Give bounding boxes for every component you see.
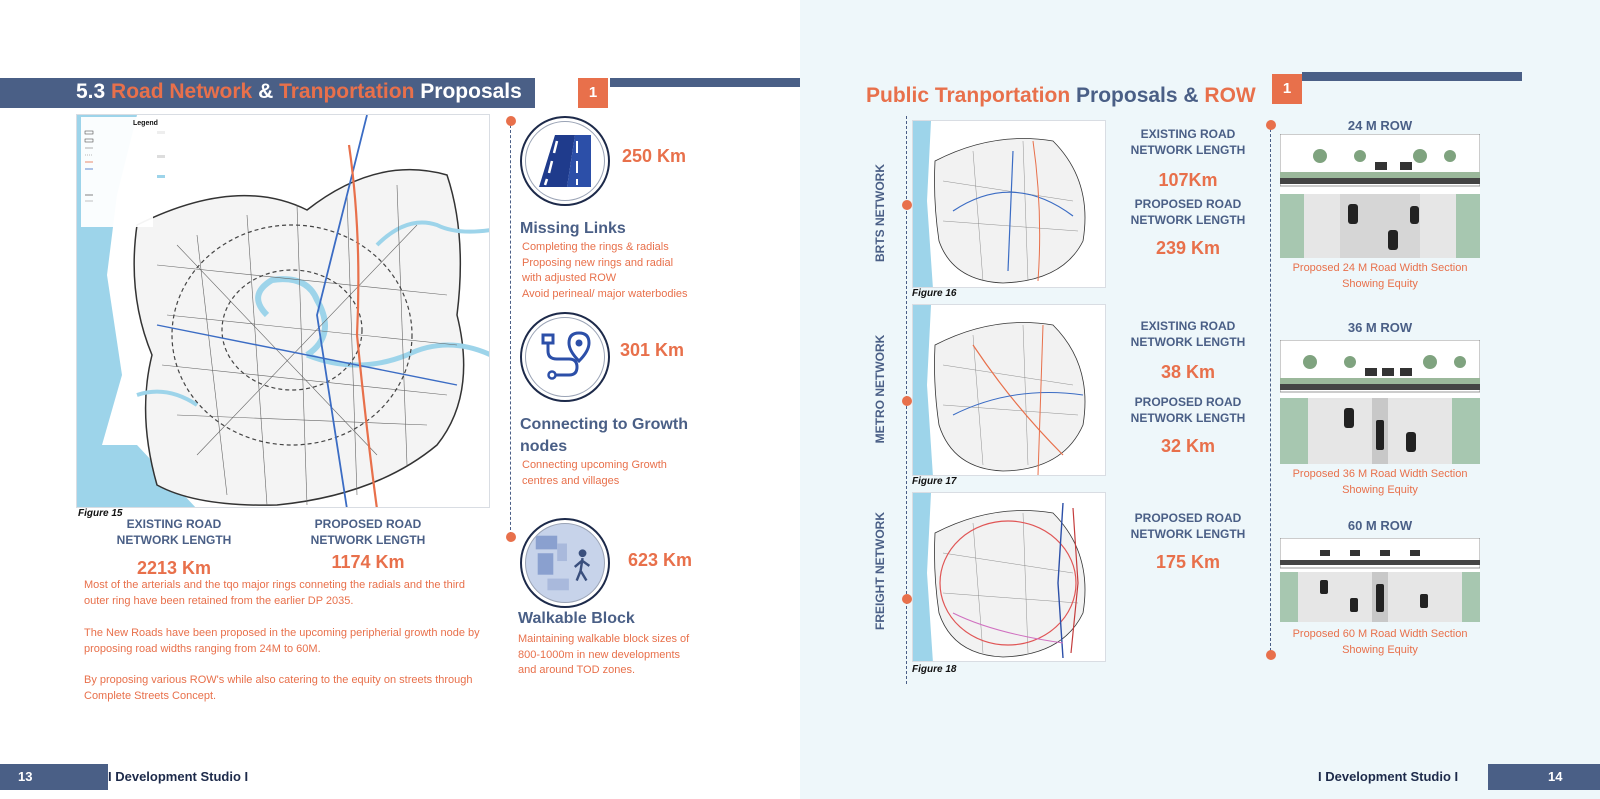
section-badge: 1 bbox=[1272, 74, 1302, 104]
proposed-length-label: PROPOSED ROAD NETWORK LENGTH bbox=[310, 517, 426, 547]
row-36m-section bbox=[1280, 340, 1480, 464]
missing-links-km: 250 Km bbox=[622, 146, 687, 166]
walkable-block-icon-circle bbox=[520, 518, 610, 608]
freight-proposed-label: PROPOSED ROAD NETWORK LENGTH bbox=[1130, 511, 1246, 541]
growth-nodes-icon-circle bbox=[520, 312, 610, 402]
figure-18-caption: Figure 18 bbox=[912, 664, 957, 675]
walkable-block-km: 623 Km bbox=[628, 550, 693, 570]
brts-network-map bbox=[912, 120, 1106, 288]
row-60m-heading: 60 M ROW bbox=[1347, 518, 1413, 533]
road-icon bbox=[535, 131, 595, 191]
brts-proposed-value: 239 Km bbox=[1155, 238, 1221, 258]
row-24m-heading: 24 M ROW bbox=[1347, 118, 1413, 133]
row-36m-caption: Proposed 36 M Road Width Section Showing Equity bbox=[1292, 468, 1468, 496]
timeline-dot bbox=[506, 116, 516, 126]
timeline-dot bbox=[902, 396, 912, 406]
paragraph-new-roads: The New Roads have been proposed in the upcoming peripherial growth node by proposing road widths ranging from 24M to 60M. bbox=[84, 627, 480, 655]
timeline-dot bbox=[902, 200, 912, 210]
brts-existing-label: EXISTING ROAD NETWORK LENGTH bbox=[1130, 127, 1246, 157]
walkable-block-body: Maintaining walkable block sizes of 800-1000m in new developments and around TOD zones. bbox=[518, 633, 690, 676]
freight-proposed-value: 175 Km bbox=[1155, 552, 1221, 572]
timeline-dot bbox=[902, 594, 912, 604]
row-24m-section bbox=[1280, 134, 1480, 258]
metro-existing-value: 38 Km bbox=[1160, 362, 1216, 382]
page-title: 5.3 Road Network & Tranportation Proposals bbox=[76, 80, 522, 103]
section-number: 5.3 bbox=[76, 80, 106, 103]
row-timeline bbox=[1270, 124, 1271, 656]
metro-network-map bbox=[912, 304, 1106, 476]
timeline-line bbox=[510, 120, 511, 540]
timeline-dot bbox=[506, 532, 516, 542]
row-60m-caption: Proposed 60 M Road Width Section Showing Equity bbox=[1292, 628, 1468, 656]
walkable-block-title: Walkable Block bbox=[518, 610, 635, 627]
city-map-graphic bbox=[77, 115, 490, 508]
growth-nodes-body: Connecting upcoming Growth centres and villages bbox=[522, 459, 667, 487]
header-accent-bar bbox=[610, 78, 800, 87]
figure-caption: Figure 15 bbox=[78, 508, 123, 519]
growth-nodes-km: 301 Km bbox=[620, 340, 685, 360]
existing-length-label: EXISTING ROAD NETWORK LENGTH bbox=[116, 517, 232, 547]
figure-16-caption: Figure 16 bbox=[912, 288, 957, 299]
footer-studio-label: I Development Studio I bbox=[108, 769, 249, 784]
figure-17-caption: Figure 17 bbox=[912, 476, 957, 487]
section-badge: 1 bbox=[578, 78, 608, 108]
footer-bar bbox=[1488, 764, 1600, 790]
row-24m-caption: Proposed 24 M Road Width Section Showing Equity bbox=[1292, 262, 1468, 290]
metro-network-label: METRO NETWORK bbox=[873, 334, 887, 444]
missing-links-title: Missing Links bbox=[520, 220, 626, 237]
metro-proposed-value: 32 Km bbox=[1160, 436, 1216, 456]
existing-length-value: 2213 Km bbox=[136, 558, 212, 578]
paragraph-complete-streets: By proposing various ROW's while also catering to the equity on streets through Complete Streets Concept. bbox=[84, 674, 473, 702]
freight-network-map bbox=[912, 492, 1106, 662]
timeline-dot bbox=[1266, 120, 1276, 130]
row-60m-section bbox=[1280, 538, 1480, 622]
brts-network-label: BRTS NETWORK bbox=[873, 164, 887, 262]
growth-nodes-title: Connecting to Growth nodes bbox=[520, 416, 688, 455]
missing-links-icon-circle bbox=[520, 116, 610, 206]
brts-proposed-label: PROPOSED ROAD NETWORK LENGTH bbox=[1130, 197, 1246, 227]
road-network-map bbox=[76, 114, 490, 508]
proposed-length-value: 1174 Km bbox=[331, 552, 405, 572]
paragraph-retained-roads: Most of the arterials and the tqo major rings conneting the radials and the third outer ring have been retained from the earlier DP 2035. bbox=[84, 579, 465, 607]
pedestrian-block-icon bbox=[526, 523, 604, 603]
metro-existing-label: EXISTING ROAD NETWORK LENGTH bbox=[1130, 319, 1246, 349]
row-36m-heading: 36 M ROW bbox=[1347, 320, 1413, 335]
brts-existing-value: 107Km bbox=[1158, 170, 1218, 190]
freight-network-label: FREIGHT NETWORK bbox=[873, 512, 887, 630]
page-title: Public Tranportation Proposals & ROW bbox=[866, 84, 1256, 107]
footer-studio-label: I Development Studio I bbox=[1318, 769, 1459, 784]
missing-links-body: Completing the rings & radials Proposing new rings and radial with adjusted ROW Avoid perineal/ major waterbodies bbox=[522, 241, 688, 300]
route-pin-icon bbox=[535, 327, 595, 387]
right-page bbox=[800, 0, 1600, 799]
metro-proposed-label: PROPOSED ROAD NETWORK LENGTH bbox=[1130, 395, 1246, 425]
map-legend-title: Legend bbox=[133, 120, 158, 127]
page-number: 14 bbox=[1548, 769, 1563, 784]
footer-bar bbox=[0, 764, 108, 790]
page-number: 13 bbox=[18, 769, 33, 784]
header-accent-bar bbox=[1302, 72, 1522, 81]
